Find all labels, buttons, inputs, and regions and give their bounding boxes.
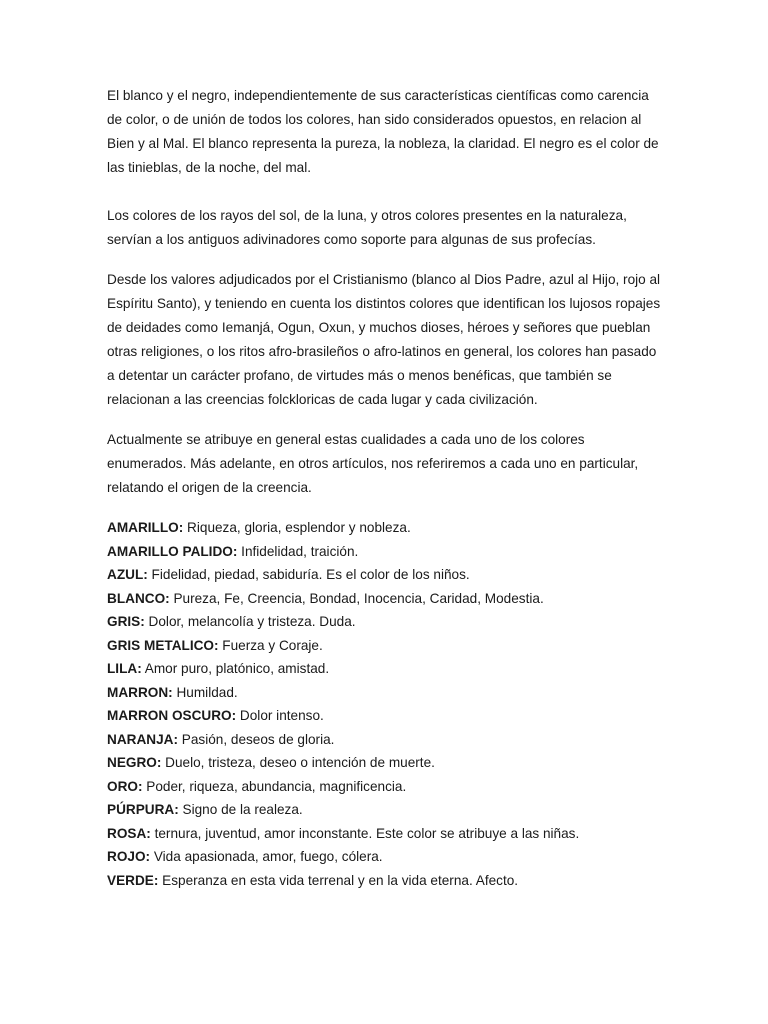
list-item-purpura xyxy=(107,798,667,822)
document-page xyxy=(107,84,667,892)
list-item-marron xyxy=(107,681,667,705)
color-name: GRIS: xyxy=(107,614,145,629)
list-item-gris xyxy=(107,610,667,634)
list-item-gris-metalico xyxy=(107,634,667,658)
list-item-blanco xyxy=(107,587,667,611)
color-meaning: Vida apasionada, amor, fuego, cólera. xyxy=(150,849,383,864)
color-meaning: Fuerza y Coraje. xyxy=(218,637,323,653)
color-name: AZUL: xyxy=(107,567,148,582)
color-meaning: Infidelidad, traición. xyxy=(237,543,359,559)
color-meaning: Pureza, Fe, Creencia, Bondad, Inocencia, Caridad, Modestia. xyxy=(169,590,544,606)
color-name: NEGRO: xyxy=(107,755,162,770)
color-meaning: Riqueza, gloria, esplendor y nobleza. xyxy=(183,520,411,535)
color-meaning: Fidelidad, piedad, sabiduría. Es el color de los niños. xyxy=(147,567,470,582)
color-meaning: ternura, juventud, amor inconstante. Este color se atribuye a las niñas. xyxy=(150,825,580,841)
color-name: GRIS METALICO: xyxy=(107,637,219,653)
paragraph-intro: El blanco y el negro, independientemente de sus características científicas como carencia de color, o de unión de todos los colores, han sido considerados opuestos, en relacion al Bien y al Mal. El blanco representa la pureza, la nobleza, la claridad. El negro es el color de las tinieblas, de la noche, del mal. xyxy=(107,88,659,175)
color-meaning: Esperanza en esta vida terrenal y en la vida eterna. Afecto. xyxy=(158,872,519,888)
color-name: ORO: xyxy=(107,778,143,794)
color-name: BLANCO: xyxy=(107,590,170,606)
list-item-amarillo xyxy=(107,516,667,540)
list-item-verde xyxy=(107,869,667,893)
list-item-rosa xyxy=(107,822,667,846)
color-name: ROSA: xyxy=(107,825,151,841)
color-meaning: Poder, riqueza, abundancia, magnificencia. xyxy=(142,778,407,794)
list-item-naranja xyxy=(107,728,667,752)
list-item-azul xyxy=(107,563,667,587)
color-name: VERDE: xyxy=(107,872,159,888)
list-item-oro xyxy=(107,775,667,799)
color-name: AMARILLO: xyxy=(107,520,184,535)
list-item-lila xyxy=(107,657,667,681)
color-name: PÚRPURA: xyxy=(107,802,179,817)
color-meaning: Pasión, deseos de gloria. xyxy=(178,731,335,747)
color-meanings-list xyxy=(107,516,667,892)
paragraph-religion: Desde los valores adjudicados por el Cristianismo (blanco al Dios Padre, azul al Hijo, rojo al Espíritu Santo), y teniendo en cuenta los distintos colores que identifican los lujosos ropajes de deidades como Iemanjá, Ogun, Oxun, y muchos dioses, héroes y señores que pueblan otras religiones, o los ritos afro-brasileños o afro-latinos en general, los colores han pasado a detentar un carácter profano, de virtudes más o menos benéficas, que también se relacionan a las creencias folckloricas de cada lugar y cada civilización. xyxy=(107,272,661,407)
color-name: MARRON OSCURO: xyxy=(107,708,237,723)
color-name: ROJO: xyxy=(107,849,151,864)
list-item-marron-oscuro xyxy=(107,704,667,728)
list-item-negro xyxy=(107,751,667,775)
color-name: MARRON: xyxy=(107,684,173,700)
color-meaning: Dolor, melancolía y tristeza. Duda. xyxy=(144,614,356,629)
paragraph-current: Actualmente se atribuye en general estas cualidades a cada uno de los colores enumerados. Más adelante, en otros artículos, nos referiremos a cada uno en particular, relatando el origen de la creencia. xyxy=(107,432,639,495)
color-name: NARANJA: xyxy=(107,731,178,747)
list-item-rojo xyxy=(107,845,667,869)
color-name: LILA: xyxy=(107,661,142,676)
color-meaning: Duelo, tristeza, deseo o intención de muerte. xyxy=(161,755,435,770)
list-item-amarillo-palido xyxy=(107,540,667,564)
color-meaning: Humildad. xyxy=(172,684,238,700)
color-meaning: Signo de la realeza. xyxy=(178,802,303,817)
color-meaning: Amor puro, platónico, amistad. xyxy=(141,661,330,676)
paragraph-nature: Los colores de los rayos del sol, de la luna, y otros colores presentes en la naturaleza, servían a los antiguos adivinadores como soporte para algunas de sus profecías. xyxy=(107,208,627,247)
color-name: AMARILLO PALIDO: xyxy=(107,543,238,559)
color-meaning: Dolor intenso. xyxy=(236,708,324,723)
